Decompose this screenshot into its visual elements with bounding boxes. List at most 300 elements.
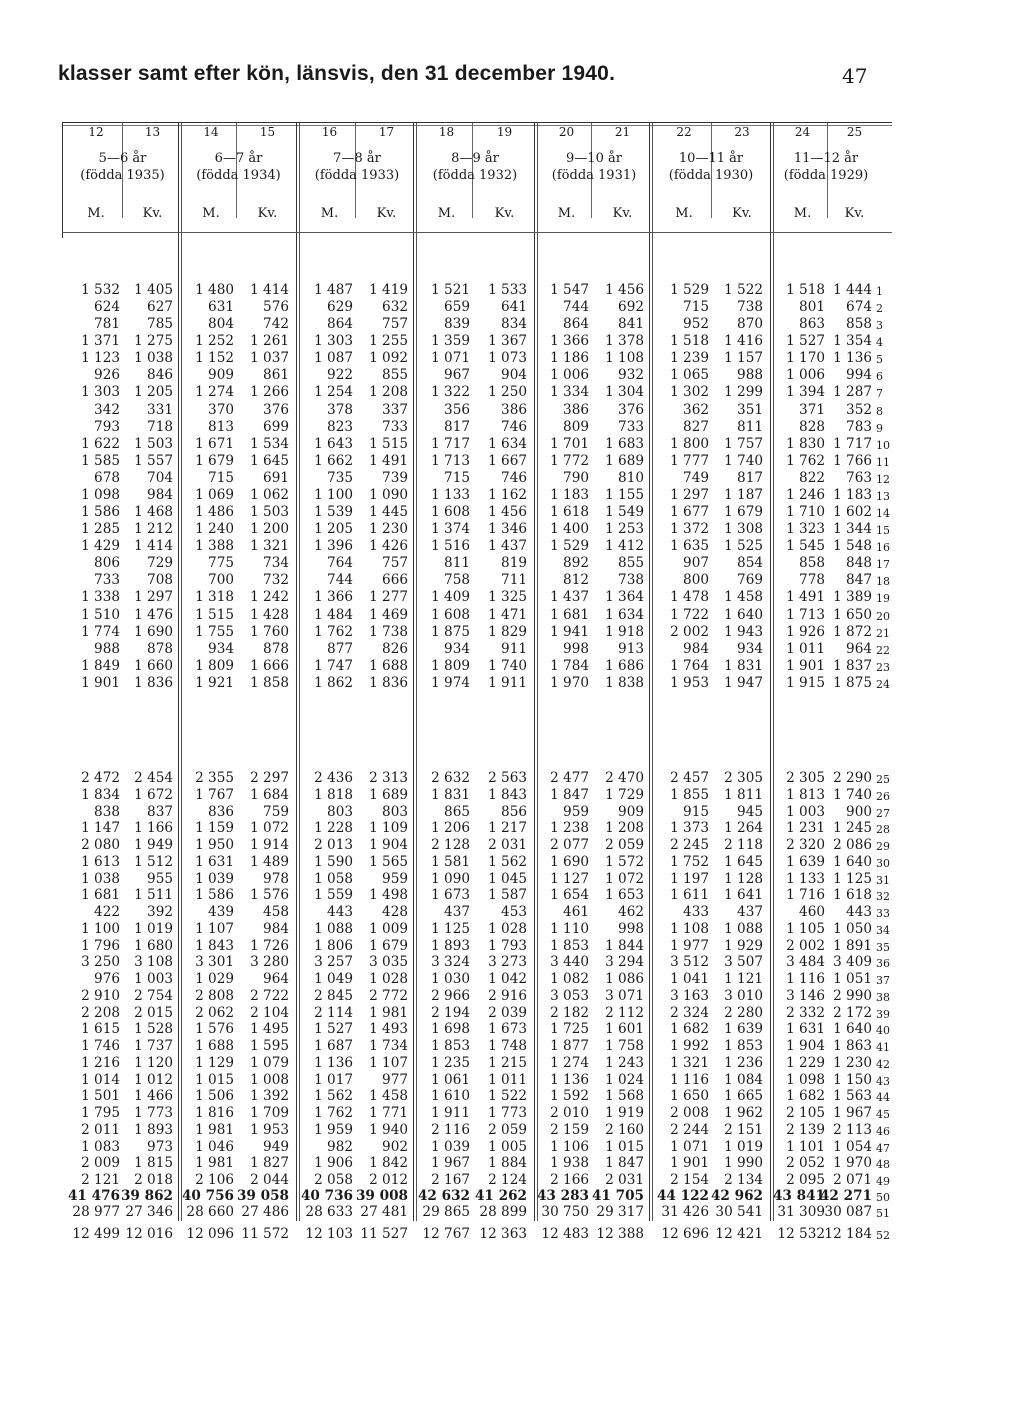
- table-cell: 1 006: [786, 367, 825, 384]
- table-cell: 12 696: [661, 1226, 709, 1242]
- table-cell: 900: [846, 803, 872, 820]
- table-cell: 1 486: [195, 504, 234, 521]
- row-number: 20: [876, 609, 890, 623]
- table-cell: 1 511: [134, 887, 173, 904]
- table-cell: 763: [846, 469, 872, 486]
- table-cell: 2 151: [724, 1121, 763, 1138]
- table-cell: 1 512: [134, 853, 173, 870]
- table-cell: 1 371: [81, 333, 120, 350]
- table-cell: 1 277: [369, 589, 408, 606]
- table-cell: 1 274: [195, 384, 234, 401]
- table-cell: 1 015: [195, 1071, 234, 1088]
- table-cell: 2 172: [833, 1004, 872, 1021]
- table-cell: 2 563: [488, 770, 527, 786]
- table-cell: 1 608: [431, 606, 470, 623]
- table-cell: 1 107: [369, 1054, 408, 1071]
- table-cell: 1 217: [488, 820, 527, 837]
- table-cell: 1 394: [786, 384, 825, 401]
- table-cell: 1 129: [195, 1054, 234, 1071]
- table-cell: 838: [94, 803, 120, 820]
- table-cell: 458: [263, 904, 289, 920]
- table-cell: 12 421: [715, 1226, 763, 1242]
- table-cell: 1 572: [605, 853, 644, 870]
- column-number: 21: [614, 125, 631, 139]
- table-cell: 1 254: [314, 384, 353, 401]
- table-cell: 12 499: [72, 1226, 120, 1242]
- table-cell: 1 953: [250, 1121, 289, 1138]
- table-cell: 1 322: [431, 384, 470, 401]
- table-cell: 1 545: [786, 538, 825, 555]
- table-cell: 1 713: [431, 452, 470, 469]
- birth-year-label: (födda 1934): [196, 168, 281, 183]
- table-cell: 1 834: [81, 786, 120, 803]
- table-cell: 1 947: [724, 674, 763, 691]
- birth-year-label: (födda 1933): [314, 168, 400, 183]
- table-cell: 1 981: [369, 1004, 408, 1021]
- table-cell: 1 918: [605, 623, 644, 640]
- table-cell: 1 501: [81, 1088, 120, 1105]
- table-cell: 1 428: [250, 606, 289, 623]
- table-cell: 1 698: [431, 1021, 470, 1038]
- table-cell: 2 477: [550, 770, 589, 786]
- table-cell: 1 414: [134, 538, 173, 555]
- table-cell: 1 981: [195, 1121, 234, 1138]
- table-cell: 1 716: [786, 887, 825, 904]
- table-cell: 1 563: [833, 1088, 872, 1105]
- table-cell: 3 440: [550, 954, 589, 971]
- table-cell: 2 754: [134, 987, 173, 1004]
- table-cell: 934: [444, 640, 470, 657]
- table-cell: 1 653: [605, 887, 644, 904]
- table-cell: 1 660: [134, 657, 173, 674]
- table-cell: 1 872: [833, 623, 872, 640]
- table-cell: 1 764: [670, 657, 709, 674]
- table-cell: 1 051: [833, 971, 872, 987]
- table-cell: 855: [382, 367, 408, 384]
- table-cell: 1 849: [81, 657, 120, 674]
- table-cell: 1 682: [786, 1088, 825, 1105]
- table-cell: 1 261: [250, 333, 289, 350]
- table-cell: 1 215: [488, 1054, 527, 1071]
- table-cell: 1 926: [786, 623, 825, 640]
- table-cell: 1 528: [134, 1021, 173, 1038]
- table-cell: 1 491: [369, 452, 408, 469]
- table-cell: 2 182: [550, 1004, 589, 1021]
- table-cell: 1 493: [369, 1021, 408, 1038]
- table-cell: 1 426: [369, 538, 408, 555]
- table-cell: 911: [501, 640, 527, 657]
- table-cell: 352: [846, 401, 872, 418]
- table-cell: 1 003: [786, 803, 825, 820]
- table-cell: 1 904: [369, 837, 408, 853]
- table-cell: 1 107: [195, 920, 234, 937]
- table-cell: 2 059: [488, 1121, 527, 1138]
- table-cell: 1 302: [670, 384, 709, 401]
- table-cell: 1 304: [605, 384, 644, 401]
- table-cell: 856: [501, 803, 527, 820]
- table-cell: 757: [382, 555, 408, 572]
- table-cell: 1 515: [369, 435, 408, 452]
- table-cell: 1 125: [833, 870, 872, 887]
- table-cell: 1 806: [314, 937, 353, 954]
- table-cell: 1 686: [605, 657, 644, 674]
- table-cell: 386: [501, 401, 527, 418]
- table-cell: 1 028: [369, 971, 408, 987]
- table-cell: 2 002: [670, 623, 709, 640]
- table-cell: 1 547: [550, 282, 589, 298]
- table-cell: 2 008: [670, 1105, 709, 1121]
- table-cell: 1 243: [605, 1054, 644, 1071]
- table-cell: 759: [263, 803, 289, 820]
- table-cell: 1 024: [605, 1071, 644, 1088]
- table-cell: 878: [147, 640, 173, 657]
- sex-label: M.: [202, 206, 220, 221]
- table-cell: 746: [501, 469, 527, 486]
- table-cell: 1 240: [195, 521, 234, 538]
- row-number: 36: [876, 957, 890, 971]
- table-cell: 2 134: [724, 1172, 763, 1188]
- table-cell: 1 238: [550, 820, 589, 837]
- table-cell: 1 893: [134, 1121, 173, 1138]
- table-cell: 945: [737, 803, 763, 820]
- table-cell: 2 112: [605, 1004, 644, 1021]
- table-cell: 2 990: [833, 987, 872, 1004]
- table-cell: 715: [208, 469, 234, 486]
- table-cell: 12 767: [422, 1226, 470, 1242]
- birth-year-label: (födda 1930): [668, 168, 754, 183]
- table-cell: 932: [618, 367, 644, 384]
- table-cell: 2 039: [488, 1004, 527, 1021]
- table-cell: 1 618: [833, 887, 872, 904]
- table-cell: 30 541: [715, 1203, 763, 1220]
- table-cell: 1 287: [833, 384, 872, 401]
- table-cell: 2 104: [250, 1004, 289, 1021]
- table-cell: 1 842: [369, 1155, 408, 1172]
- table-cell: 1 662: [314, 452, 353, 469]
- table-cell: 1 853: [550, 937, 589, 954]
- birth-year-label: (födda 1929): [783, 168, 869, 183]
- table-cell: 955: [147, 870, 173, 887]
- table-cell: 1 230: [833, 1054, 872, 1071]
- table-cell: 1 829: [488, 623, 527, 640]
- table-cell: 949: [263, 1138, 289, 1155]
- table-cell: 1 170: [786, 350, 825, 367]
- table-cell: 1 235: [431, 1054, 470, 1071]
- table-cell: 839: [444, 316, 470, 333]
- table-cell: 1 681: [81, 887, 120, 904]
- column-number: 17: [378, 125, 395, 139]
- table-cell: 1 643: [314, 435, 353, 452]
- table-cell: 1 109: [369, 820, 408, 837]
- table-cell: 1 458: [724, 589, 763, 606]
- column-number: 12: [88, 125, 104, 139]
- table-cell: 1 771: [369, 1105, 408, 1121]
- table-cell: 1 108: [670, 920, 709, 937]
- table-cell: 1 992: [670, 1038, 709, 1054]
- table-cell: 2 062: [195, 1004, 234, 1021]
- table-cell: 1 396: [314, 538, 353, 555]
- table-cell: 1 774: [81, 623, 120, 640]
- table-cell: 1 640: [833, 1021, 872, 1038]
- table-cell: 781: [94, 316, 120, 333]
- table-cell: 877: [327, 640, 353, 657]
- table-cell: 715: [444, 469, 470, 486]
- table-cell: 1 758: [605, 1038, 644, 1054]
- table-cell: 1 747: [314, 657, 353, 674]
- row-number: 30: [876, 856, 890, 870]
- table-cell: 998: [563, 640, 589, 657]
- table-cell: 1 688: [369, 657, 408, 674]
- row-number: 49: [876, 1175, 890, 1188]
- table-cell: 718: [147, 418, 173, 435]
- table-cell: 2 324: [670, 1004, 709, 1021]
- table-cell: 1 230: [369, 521, 408, 538]
- table-cell: 1 090: [431, 870, 470, 887]
- table-cell: 1 586: [81, 504, 120, 521]
- table-cell: 1 373: [670, 820, 709, 837]
- row-number: 47: [876, 1141, 890, 1155]
- table-cell: 356: [444, 401, 470, 418]
- table-cell: 2 077: [550, 837, 589, 853]
- table-cell: 826: [382, 640, 408, 657]
- table-cell: 1 843: [488, 786, 527, 803]
- table-cell: 627: [147, 299, 173, 316]
- table-cell: 847: [846, 572, 872, 589]
- table-cell: 1 069: [195, 486, 234, 503]
- row-number: 28: [876, 823, 890, 837]
- table-cell: 1 506: [195, 1088, 234, 1105]
- table-cell: 1 529: [550, 538, 589, 555]
- row-number: 17: [876, 558, 890, 572]
- table-cell: 1 587: [488, 887, 527, 904]
- table-cell: 1 701: [550, 435, 589, 452]
- table-cell: 1 183: [833, 486, 872, 503]
- table-cell: 12 532: [777, 1226, 825, 1242]
- table-cell: 1 967: [833, 1105, 872, 1121]
- table-cell: 1 039: [431, 1138, 470, 1155]
- table-cell: 41 476: [67, 1188, 120, 1204]
- table-cell: 733: [382, 418, 408, 435]
- table-cell: 1 818: [314, 786, 353, 803]
- table-cell: 1 522: [488, 1088, 527, 1105]
- table-cell: 1 615: [81, 1021, 120, 1038]
- table-cell: 1 011: [786, 640, 825, 657]
- table-cell: 735: [327, 469, 353, 486]
- table-cell: 1 264: [724, 820, 763, 837]
- sex-label: M.: [437, 206, 456, 221]
- table-cell: 2 128: [431, 837, 470, 853]
- table-cell: 1 366: [550, 333, 589, 350]
- table-cell: 1 412: [605, 538, 644, 555]
- table-cell: 819: [501, 555, 527, 572]
- table-cell: 801: [799, 299, 825, 316]
- sex-label: Kv.: [257, 206, 278, 221]
- table-cell: 2 121: [81, 1172, 120, 1188]
- table-cell: 1 722: [670, 606, 709, 623]
- table-cell: 1 416: [724, 333, 763, 350]
- page-number: 47: [842, 64, 868, 88]
- table-cell: 1 208: [369, 384, 408, 401]
- table-cell: 809: [563, 418, 589, 435]
- table-cell: 1 757: [724, 435, 763, 452]
- table-cell: 984: [263, 920, 289, 937]
- row-number: 37: [876, 974, 890, 987]
- table-cell: 12 388: [596, 1226, 644, 1242]
- table-cell: 437: [737, 904, 763, 920]
- row-number: 11: [876, 455, 890, 469]
- table-cell: 1 186: [550, 350, 589, 367]
- table-cell: 1 726: [250, 937, 289, 954]
- table-cell: 1 562: [488, 853, 527, 870]
- table-cell: 742: [263, 316, 289, 333]
- table-cell: 3 273: [488, 954, 527, 971]
- table-cell: 1 106: [550, 1138, 589, 1155]
- table-cell: 1 906: [314, 1155, 353, 1172]
- table-cell: 964: [846, 640, 872, 657]
- table-cell: 744: [327, 572, 353, 589]
- table-cell: 1 717: [431, 435, 470, 452]
- table-cell: 1 323: [786, 521, 825, 538]
- table-cell: 28 899: [479, 1203, 527, 1220]
- table-cell: 822: [799, 469, 825, 486]
- table-cell: 2 436: [314, 770, 353, 786]
- table-cell: 11 527: [360, 1226, 408, 1242]
- table-cell: 1 911: [431, 1105, 470, 1121]
- birth-year-label: (födda 1932): [432, 168, 518, 183]
- age-group-label: 5—6 år: [98, 151, 147, 166]
- table-cell: 1 767: [195, 786, 234, 803]
- table-cell: 1 671: [195, 435, 234, 452]
- row-number: 51: [876, 1206, 890, 1220]
- table-cell: 1 793: [488, 937, 527, 954]
- table-cell: 1 125: [431, 920, 470, 937]
- sex-label: Kv.: [142, 206, 163, 221]
- table-cell: 1 079: [250, 1054, 289, 1071]
- table-cell: 666: [382, 572, 408, 589]
- table-cell: 1 938: [550, 1155, 589, 1172]
- table-cell: 3 108: [134, 954, 173, 971]
- table-cell: 708: [147, 572, 173, 589]
- table-cell: 1 667: [488, 452, 527, 469]
- table-cell: 2 305: [786, 770, 825, 786]
- table-cell: 846: [147, 367, 173, 384]
- table-cell: 3 035: [369, 954, 408, 971]
- column-number: 19: [496, 125, 513, 139]
- table-cell: 678: [94, 469, 120, 486]
- table-cell: 1 200: [250, 521, 289, 538]
- table-cell: 3 484: [786, 954, 825, 971]
- table-cell: 2 015: [134, 1004, 173, 1021]
- table-cell: 1 128: [724, 870, 763, 887]
- table-cell: 12 184: [824, 1226, 872, 1242]
- table-cell: 744: [563, 299, 589, 316]
- table-cell: 1 602: [833, 504, 872, 521]
- row-number: 5: [876, 353, 883, 367]
- table-cell: 749: [683, 469, 709, 486]
- table-cell: 1 827: [250, 1155, 289, 1172]
- age-group-label: 6—7 år: [214, 151, 263, 166]
- table-cell: 1 372: [670, 521, 709, 538]
- table-cell: 976: [94, 971, 120, 987]
- table-cell: 3 146: [786, 987, 825, 1004]
- table-cell: 1 359: [431, 333, 470, 350]
- table-cell: 1 100: [81, 920, 120, 937]
- table-cell: 1 133: [786, 870, 825, 887]
- table-cell: 1 970: [833, 1155, 872, 1172]
- table-cell: 733: [94, 572, 120, 589]
- table-cell: 1 843: [195, 937, 234, 954]
- column-number: 16: [321, 125, 338, 139]
- table-cell: 934: [208, 640, 234, 657]
- table-cell: 1 855: [670, 786, 709, 803]
- table-cell: 783: [846, 418, 872, 435]
- table-cell: 1 527: [786, 333, 825, 350]
- age-group-label: 7—8 år: [333, 151, 381, 166]
- table-cell: 2 167: [431, 1172, 470, 1188]
- table-cell: 392: [147, 904, 173, 920]
- table-cell: 1 830: [786, 435, 825, 452]
- table-cell: 922: [327, 367, 353, 384]
- table-cell: 1 456: [488, 504, 527, 521]
- row-number: 21: [876, 626, 890, 640]
- table-cell: 1 092: [369, 350, 408, 367]
- sex-label: M.: [557, 206, 576, 221]
- sex-label: M.: [675, 206, 693, 221]
- table-cell: 1 183: [550, 486, 589, 503]
- sex-label: Kv.: [612, 206, 633, 221]
- table-cell: 1 297: [134, 589, 173, 606]
- row-number: 27: [876, 806, 890, 820]
- table-cell: 1 672: [134, 786, 173, 803]
- table-cell: 2 154: [670, 1172, 709, 1188]
- table-cell: 977: [382, 1071, 408, 1088]
- table-cell: 1 367: [488, 333, 527, 350]
- table-cell: 1 378: [605, 333, 644, 350]
- table-cell: 1 534: [250, 435, 289, 452]
- table-cell: 2 845: [314, 987, 353, 1004]
- table-cell: 1 437: [488, 538, 527, 555]
- table-cell: 1 838: [605, 674, 644, 691]
- table-cell: 3 257: [314, 954, 353, 971]
- table-cell: 1 252: [195, 333, 234, 350]
- table-cell: 3 010: [724, 987, 763, 1004]
- table-cell: 40 756: [181, 1188, 234, 1204]
- table-cell: 1 071: [670, 1138, 709, 1155]
- table-cell: 43 283: [536, 1188, 589, 1204]
- row-number: 13: [876, 489, 890, 503]
- table-cell: 1 977: [670, 937, 709, 954]
- table-cell: 641: [501, 299, 527, 316]
- table-cell: 3 294: [605, 954, 644, 971]
- table-cell: 704: [147, 469, 173, 486]
- table-cell: 1 469: [369, 606, 408, 623]
- table-cell: 30 087: [824, 1203, 872, 1220]
- row-number: 8: [876, 404, 883, 418]
- table-cell: 854: [737, 555, 763, 572]
- table-cell: 422: [94, 904, 120, 920]
- table-cell: 813: [208, 418, 234, 435]
- table-cell: 858: [799, 555, 825, 572]
- table-cell: 1 740: [833, 786, 872, 803]
- table-cell: 1 058: [314, 870, 353, 887]
- table-cell: 2 059: [605, 837, 644, 853]
- table-cell: 1 133: [431, 486, 470, 503]
- table-cell: 1 650: [833, 606, 872, 623]
- table-cell: 437: [444, 904, 470, 920]
- table-cell: 1 532: [81, 282, 120, 298]
- table-cell: 1 471: [488, 606, 527, 623]
- table-cell: 40 736: [300, 1188, 353, 1204]
